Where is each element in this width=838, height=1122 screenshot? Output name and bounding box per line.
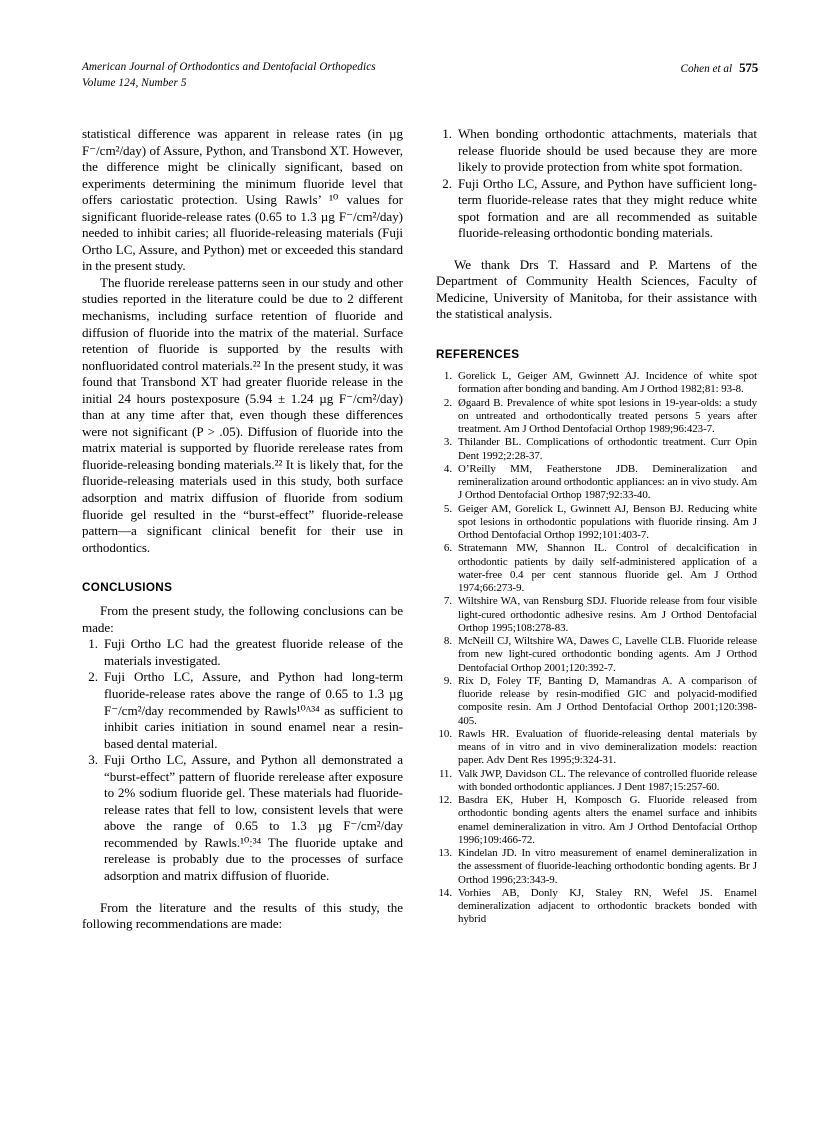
reference-number: 7. bbox=[443, 595, 452, 608]
paragraph-continued: statistical difference was apparent in release rates (in µg F⁻/cm²/day) of Assure, Python, and Transbond XT. However, the difference might be clinically significant, based on experiments determining the minimum fluoride level that offers cariostatic protection. Using Rawls’ ¹⁰ values for significant fluoride-release rates (0.65 to 1.3 µg F⁻/cm²/day) needed to inhibit caries; all fluoride-releasing materials (Fuji Ortho LC, Assure, and Python) met or exceeded this standard in the present study. bbox=[82, 126, 403, 274]
reference-item bbox=[436, 436, 757, 463]
conclusions-heading: CONCLUSIONS bbox=[82, 581, 173, 595]
reference-item bbox=[436, 847, 757, 887]
reference-item bbox=[436, 635, 757, 675]
journal-name: American Journal of Orthodontics and Dentofacial Orthopedics bbox=[82, 61, 376, 73]
reference-number: 6. bbox=[443, 542, 452, 555]
reference-item bbox=[436, 463, 757, 503]
reference-item bbox=[436, 370, 757, 397]
paragraph-rerelease-patterns: The fluoride rerelease patterns seen in our study and other studies reported in the literature could be due to 2 different mechanisms, including surface retention of fluoride and diffusion of fluoride into the matrix of the material. Surface retention of fluoride is supported by the results with nonfluoridated control materials.²² In the present study, it was found that Transbond XT had greater fluoride release in the initial 24 hours postexposure (5.94 ± 1.24 µg F⁻/cm²/day) than at any time after that, even though these differences were not significant (P > .05). Diffusion of fluoride into the matrix material is supported by fluoride rerelease rates from fluoride-releasing bonding materials.²² It is likely that, for the fluoride-releasing materials used in this study, both surface adsorption and matrix diffusion of fluoride from sodium fluoride gel resulted in the “burst-effect” fluoride-release pattern—a significant clinical benefit for their use in orthodontics. bbox=[82, 274, 403, 555]
list-item bbox=[436, 176, 757, 242]
reference-text: Gorelick L, Geiger AM, Gwinnett AJ. Incidence of white spot formation after bonding and banding. Am J Orthod 1982;81: 93-8. bbox=[458, 370, 757, 396]
list-item-number: 2. bbox=[442, 175, 452, 191]
reference-text: Øgaard B. Prevalence of white spot lesions in 19-year-olds: a study on untreated and orthodontically treated persons 5 years after treatment. Am J Orthod Dentofacial Orthop 1989;96:423-7. bbox=[458, 396, 757, 436]
reference-number: 12. bbox=[438, 794, 452, 807]
acknowledgment: We thank Drs T. Hassard and P. Martens of the Department of Community Health Sciences, Faculty of Medicine, University of Manitoba, for their assistance with the statistical analysis. bbox=[436, 256, 757, 322]
spacer bbox=[436, 323, 757, 348]
reference-number: 2. bbox=[443, 396, 452, 409]
reference-item bbox=[436, 542, 757, 595]
spacer bbox=[82, 556, 403, 581]
journal-title bbox=[82, 60, 376, 91]
reference-item bbox=[436, 728, 757, 768]
reference-text: Basdra EK, Huber H, Komposch G. Fluoride released from orthodontic bonding agents alters the enamel surface and inhibits enamel demineralization in vitro. Am J Orthod Dentofacial Orthop 1996;109:466-72. bbox=[458, 794, 757, 846]
conclusions-list bbox=[82, 636, 403, 884]
list-item-text: Fuji Ortho LC, Assure, and Python all demonstrated a “burst-effect” pattern of fluoride rerelease after exposure to 2% sodium fluoride gel. These materials had fluoride-release rates that fell to low, consistent levels that were above the range of 0.65 to 1.3 µg F⁻/cm²/day recommended by Rawls.¹⁰ː³⁴ The fluoride uptake and rerelease is probably due to the processes of surface adsorption and matrix diffusion of fluoride. bbox=[104, 752, 403, 883]
list-item bbox=[82, 636, 403, 669]
list-item bbox=[82, 669, 403, 752]
reference-text: Thilander BL. Complications of orthodontic treatment. Curr Opin Dent 1992;2:28-37. bbox=[458, 436, 757, 462]
reference-number: 8. bbox=[443, 635, 452, 648]
reference-text: Geiger AM, Gorelick L, Gwinnett AJ, Benson BJ. Reducing white spot lesions in orthodontic populations with fluoride rinsing. Am J Orthod Dentofacial Orthop 1992;101:403-7. bbox=[458, 502, 757, 542]
reference-number: 1. bbox=[443, 370, 452, 383]
list-item-text: When bonding orthodontic attachments, materials that release fluoride should be used because they are more likely to provide protection from white spot formation. bbox=[458, 126, 757, 175]
body-columns bbox=[82, 126, 758, 933]
list-item-number: 1. bbox=[442, 126, 452, 141]
running-head-right bbox=[681, 60, 759, 78]
reference-number: 5. bbox=[443, 502, 452, 515]
page-number: 575 bbox=[739, 60, 758, 75]
list-item-text: Fuji Ortho LC, Assure, and Python have sufficient long-term fluoride-release rates that they might reduce white spot formation and are all recommended as suitable fluoride-releasing orthodontic bonding materials. bbox=[458, 175, 757, 241]
reference-text: McNeill CJ, Wiltshire WA, Dawes C, Lavelle CLB. Fluoride release from new light-cured orthodontic bonding agents. Am J Orthod Dentofacial Orthop 2001;120:392-7. bbox=[458, 635, 757, 674]
references-list bbox=[436, 370, 757, 927]
reference-text: Rawls HR. Evaluation of fluoride-releasing dental materials by means of in vitro and in vivo demineralization models: reaction paper. Adv Dent Res 1995;9:324-31. bbox=[458, 727, 757, 767]
list-item-text: Fuji Ortho LC had the greatest fluoride release of the materials investigated. bbox=[104, 636, 403, 668]
reference-item bbox=[436, 887, 757, 927]
left-column bbox=[82, 126, 403, 933]
reference-text: Rix D, Foley TF, Banting D, Mamandras A. A comparison of fluoride release by resin-modified GIC and polyacid-modified composite resin. Am J Orthod Dentofacial Orthop 2001;120:398-405. bbox=[458, 674, 757, 727]
list-item-number: 1. bbox=[88, 636, 98, 652]
reference-text: Kindelan JD. In vitro measurement of enamel demineralization in the assessment of fluoride-leaching orthodontic bonding agents. Br J Orthod 1996;23:343-9. bbox=[458, 847, 757, 886]
reference-text: Vorhies AB, Donly KJ, Staley RN, Wefel JS. Enamel demineralization adjacent to orthodontic brackets bonded with hybrid bbox=[458, 886, 757, 926]
reference-item bbox=[436, 503, 757, 543]
reference-number: 4. bbox=[443, 462, 452, 475]
spacer bbox=[436, 361, 757, 370]
journal-volume-issue: Volume 124, Number 5 bbox=[82, 76, 187, 89]
recommendations-list bbox=[436, 126, 757, 242]
reference-text: O’Reilly MM, Featherstone JDB. Demineralization and remineralization around orthodontic appliances: an in vivo study. Am J Orthod Dentofacial Orthop 1987;92:33-40. bbox=[458, 462, 757, 502]
reference-number: 11. bbox=[438, 767, 452, 780]
list-item-text: Fuji Ortho LC, Assure, and Python had long-term fluoride-release rates above the range of 0.65 to 1.3 µg F⁻/cm²/day recommended by Rawls¹⁰ᴬ³⁴ as sufficient to inhibit caries initiation in sound enamel near a resin-based dental material. bbox=[104, 669, 403, 751]
reference-number: 13. bbox=[438, 847, 452, 860]
reference-number: 9. bbox=[443, 674, 452, 687]
reference-item bbox=[436, 675, 757, 728]
spacer bbox=[82, 594, 403, 603]
reference-item bbox=[436, 768, 757, 795]
list-item bbox=[436, 126, 757, 176]
conclusions-intro: From the present study, the following conclusions can be made: bbox=[82, 603, 403, 635]
reference-text: Wiltshire WA, van Rensburg SDJ. Fluoride release from four visible light-cured orthodontic adhesive resins. Am J Orthod Dentofacial Orthop 1995;108:278-83. bbox=[458, 595, 757, 634]
reference-text: Valk JWP, Davidson CL. The relevance of controlled fluoride release with bonded orthodontic appliances. J Dent 1987;15:257-60. bbox=[458, 767, 757, 793]
reference-number: 10. bbox=[438, 727, 452, 740]
spacer bbox=[436, 242, 757, 257]
right-column bbox=[436, 126, 757, 933]
reference-number: 14. bbox=[438, 886, 452, 899]
authors-running-head: Cohen et al bbox=[680, 63, 733, 75]
reference-text: Stratemann MW, Shannon IL. Control of decalcification in orthodontic patients by daily self-administered application of a water-free 0.4 per cent stannous fluoride gel. Am J Orthod 1974;66:273-9. bbox=[458, 542, 757, 595]
reference-item bbox=[436, 595, 757, 635]
reference-item bbox=[436, 794, 757, 847]
reference-number: 3. bbox=[443, 436, 452, 449]
spacer bbox=[82, 885, 403, 900]
running-head bbox=[82, 60, 758, 96]
list-item-number: 3. bbox=[88, 752, 98, 768]
list-item-number: 2. bbox=[88, 669, 98, 685]
recommendations-intro: From the literature and the results of this study, the following recommendations are made: bbox=[82, 899, 403, 932]
references-heading: REFERENCES bbox=[436, 348, 520, 362]
reference-item bbox=[436, 397, 757, 437]
list-item bbox=[82, 752, 403, 884]
